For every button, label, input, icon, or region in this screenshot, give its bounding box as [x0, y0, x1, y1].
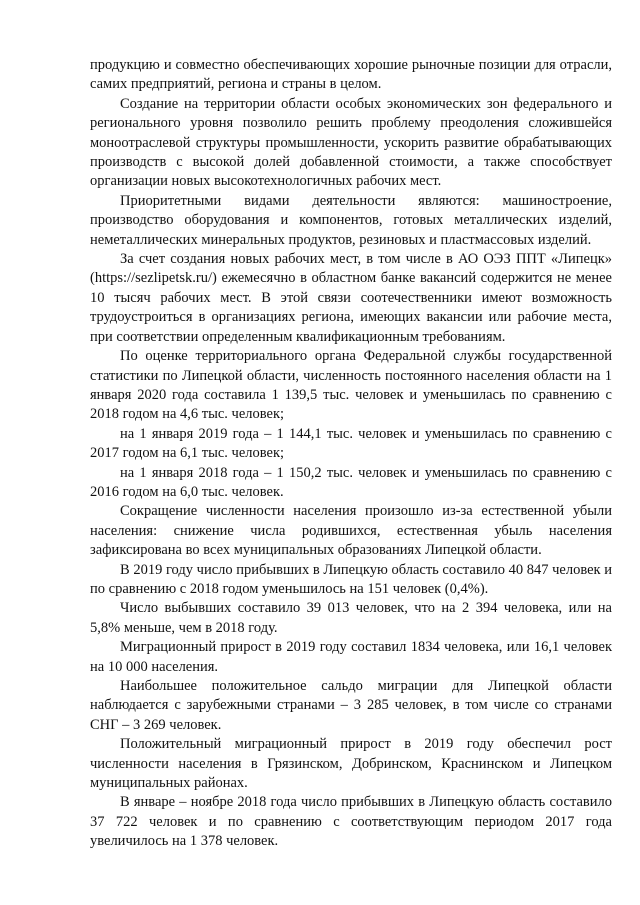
document-page [90, 56, 612, 852]
paragraph-special-economic-zones: Создание на территории области особых экономических зон федерального и регионального уровня позволило решить проблему преодоления сложившейся моноотраслевой структуры промышленности, ускорить развитие обрабатывающих производств с высокой долей добавленной стоимости, а также способствует организации новых высокотехнологичных рабочих мест. [90, 95, 612, 190]
paragraph-migration-growth: Миграционный прирост в 2019 году составил 1834 человека, или 16,1 человек на 10 000 населения. [90, 639, 612, 675]
paragraph-districts-growth: Положительный миграционный прирост в 2019 году обеспечил рост численности населения в Грязинском, Добринском, Краснинском и Липецком муниципальных районах. [90, 736, 612, 792]
paragraph-population-2020: По оценке территориального органа Федеральной службы государственной статистики по Липецкой области, численность постоянного населения области на 1 января 2020 года составила 1 139,5 тыс. человек и уменьшилась по сравнению с 2018 годом на 4,6 тыс. человек; [90, 348, 612, 423]
paragraph-job-vacancies: За счет создания новых рабочих мест, в том числе в АО ОЭЗ ППТ «Липецк» (https://sezlipetsk.ru/) ежемесячно в областном банке вакансий содержится не менее 10 тысяч рабочих мест. В этой связи соотечественники имеют возможность трудоустроиться в организациях региона, имеющих вакансии или рабочие места, при соответствии определенным квалификационным требованиям. [90, 251, 612, 345]
paragraph-arrivals-2019: В 2019 году число прибывших в Липецкую область составило 40 847 человек и по сравнению с 2018 годом уменьшилось на 151 человек (0,4%). [90, 561, 612, 597]
paragraph-natural-decline: Сокращение численности населения произошло из-за естественной убыли населения: снижение числа родившихся, естественная убыль населения зафиксирована во всех муниципальных образованиях Липецкой области. [90, 503, 612, 559]
paragraph-departures: Число выбывших составило 39 013 человек, что на 2 394 человека, или на 5,8% меньше, чем в 2018 году. [90, 600, 612, 636]
paragraph-population-2019: на 1 января 2019 года – 1 144,1 тыс. человек и уменьшилась по сравнению с 2017 годом на 6,1 тыс. человек; [90, 425, 612, 462]
paragraph-arrivals-2018: В январе – ноябре 2018 года число прибывших в Липецкую область составило 37 722 человек и по сравнению с соответствующим периодом 2017 года увеличилось на 1 378 человек. [90, 794, 612, 850]
paragraph-migration-balance: Наибольшее положительное сальдо миграции для Липецкой области наблюдается с зарубежными странами – 3 285 человек, в том числе со странами СНГ – 3 269 человек. [90, 678, 612, 733]
paragraph-continuation: продукцию и совместно обеспечивающих хорошие рыночные позиции для отрасли, самих предприятий, региона и страны в целом. [90, 57, 612, 93]
paragraph-priority-activities: Приоритетными видами деятельности являются: машиностроение, производство оборудования и компонентов, готовых металлических изделий, неметаллических минеральных продуктов, резиновых и пластмассовых изделий. [90, 192, 612, 248]
paragraph-population-2018: на 1 января 2018 года – 1 150,2 тыс. человек и уменьшилась по сравнению с 2016 годом на 6,0 тыс. человек. [90, 464, 612, 500]
